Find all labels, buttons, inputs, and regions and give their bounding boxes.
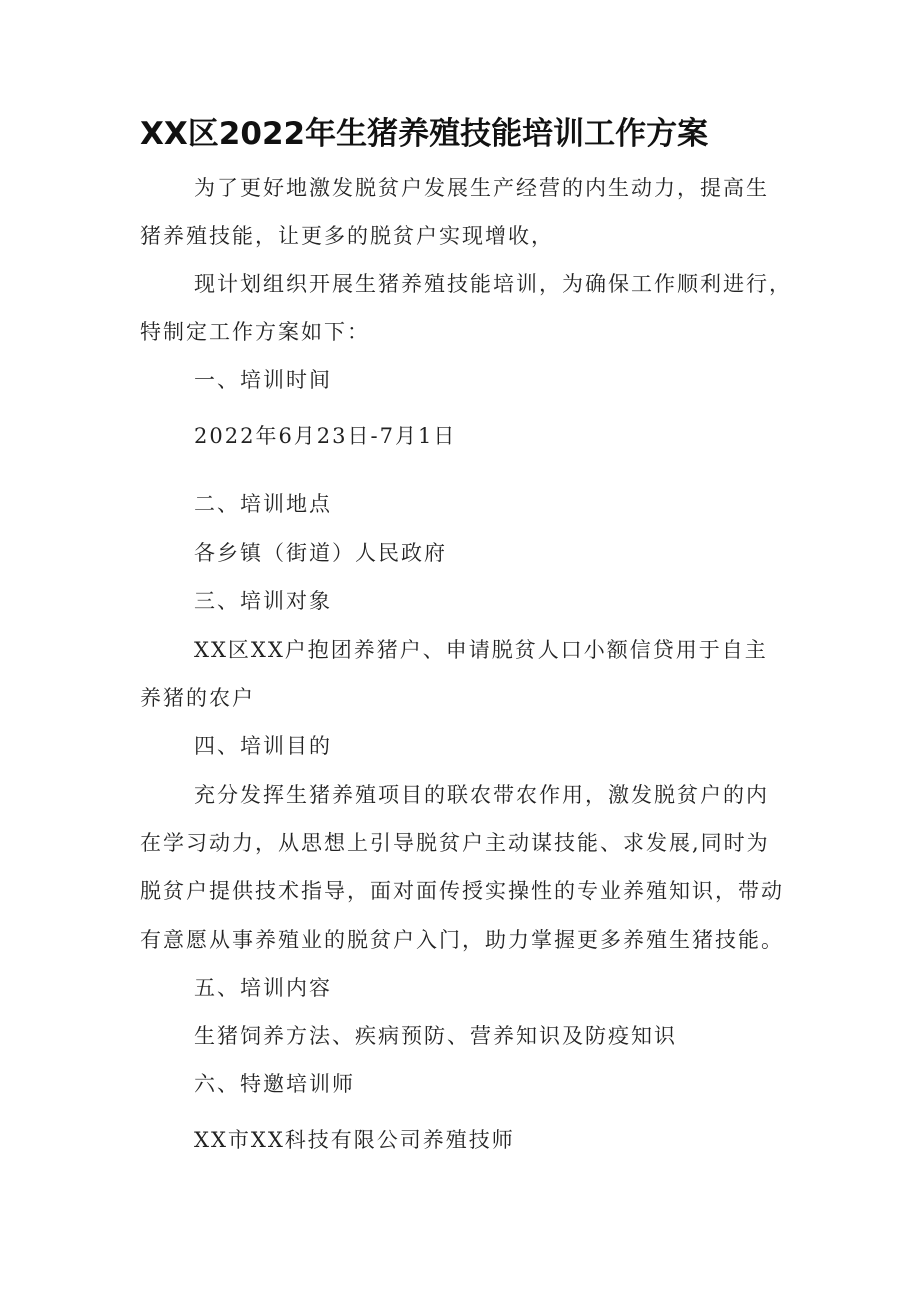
section-heading-time: 一、培训时间 xyxy=(194,368,332,392)
section-text-purpose-3: 脱贫户提供技术指导，面对面传授实操性的专业养殖知识，带动 xyxy=(140,879,784,903)
section-text-audience-2: 养猪的农户 xyxy=(140,686,255,710)
intro-line-2: 猪养殖技能，让更多的脱贫户实现增收， xyxy=(140,224,554,248)
section-text-time: 2022年6月23日-7月1日 xyxy=(194,424,457,448)
section-text-purpose-4: 有意愿从事养殖业的脱贫户入门，助力掌握更多养殖生猪技能。 xyxy=(140,928,784,952)
section-text-purpose-2: 在学习动力，从思想上引导脱贫户主动谋技能、求发展,同时为 xyxy=(140,831,770,855)
section-text-trainer: XX市XX科技有限公司养殖技师 xyxy=(194,1128,515,1152)
section-text-audience-1: XX区XX户抱团养猪户、申请脱贫人口小额信贷用于自主 xyxy=(194,638,768,662)
section-heading-content: 五、培训内容 xyxy=(194,976,332,1000)
section-heading-purpose: 四、培训目的 xyxy=(194,734,332,758)
section-heading-audience: 三、培训对象 xyxy=(194,589,332,613)
section-text-purpose-1: 充分发挥生猪养殖项目的联农带农作用，激发脱贫户的内 xyxy=(194,783,769,807)
intro-line-1: 为了更好地激发脱贫户发展生产经营的内生动力，提高生 xyxy=(194,176,769,200)
section-heading-trainer: 六、特邀培训师 xyxy=(194,1072,355,1096)
intro-line-3: 现计划组织开展生猪养殖技能培训，为确保工作顺利进行， xyxy=(194,272,792,296)
section-heading-location: 二、培训地点 xyxy=(194,492,332,516)
document-title: XX区2022年生猪养殖技能培训工作方案 xyxy=(140,116,709,152)
section-text-location: 各乡镇（街道）人民政府 xyxy=(194,541,447,565)
intro-line-4: 特制定工作方案如下： xyxy=(140,320,370,344)
section-text-content: 生猪饲养方法、疾病预防、营养知识及防疫知识 xyxy=(194,1024,677,1048)
